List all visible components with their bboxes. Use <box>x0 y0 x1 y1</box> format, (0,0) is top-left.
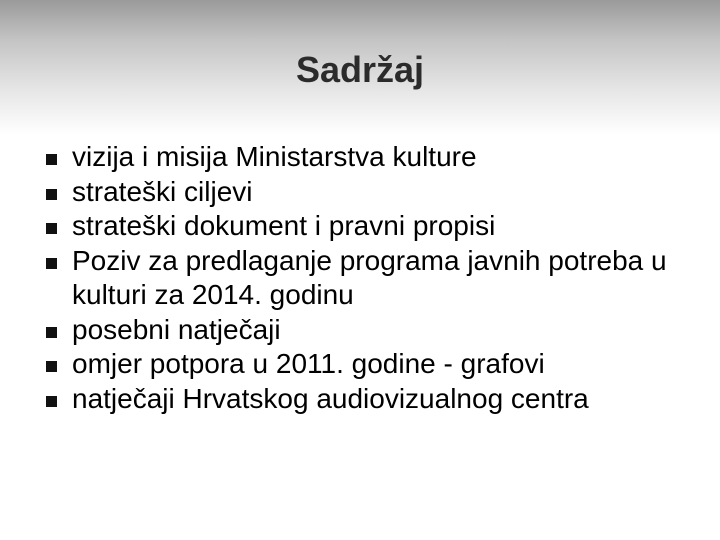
list-item-text: natječaji Hrvatskog audiovizualnog centra <box>72 382 589 414</box>
square-bullet-icon <box>46 327 57 338</box>
square-bullet-icon <box>46 223 57 234</box>
list-item <box>46 244 706 313</box>
list-item-text: Poziv za predlaganje programa javnih potreba u kulturi za 2014. godinu <box>72 244 667 310</box>
list-item <box>46 313 706 348</box>
list-item-text: omjer potpora u 2011. godine - grafovi <box>72 348 545 379</box>
square-bullet-icon <box>46 361 57 372</box>
list-item <box>46 347 706 382</box>
list-item-text: strateški ciljevi <box>72 175 253 207</box>
bullet-list <box>46 140 706 416</box>
list-item-text: posebni natječaji <box>72 313 281 345</box>
list-item-text: strateški dokument i pravni propisi <box>72 210 496 241</box>
list-item <box>46 140 706 175</box>
square-bullet-icon <box>46 258 57 269</box>
square-bullet-icon <box>46 189 57 200</box>
list-item <box>46 209 706 244</box>
square-bullet-icon <box>46 396 57 407</box>
list-item-text: vizija i misija Ministarstva kulture <box>72 141 477 172</box>
slide-title: Sadržaj <box>295 49 425 90</box>
list-item <box>46 382 706 417</box>
square-bullet-icon <box>46 154 57 165</box>
list-item <box>46 175 706 210</box>
